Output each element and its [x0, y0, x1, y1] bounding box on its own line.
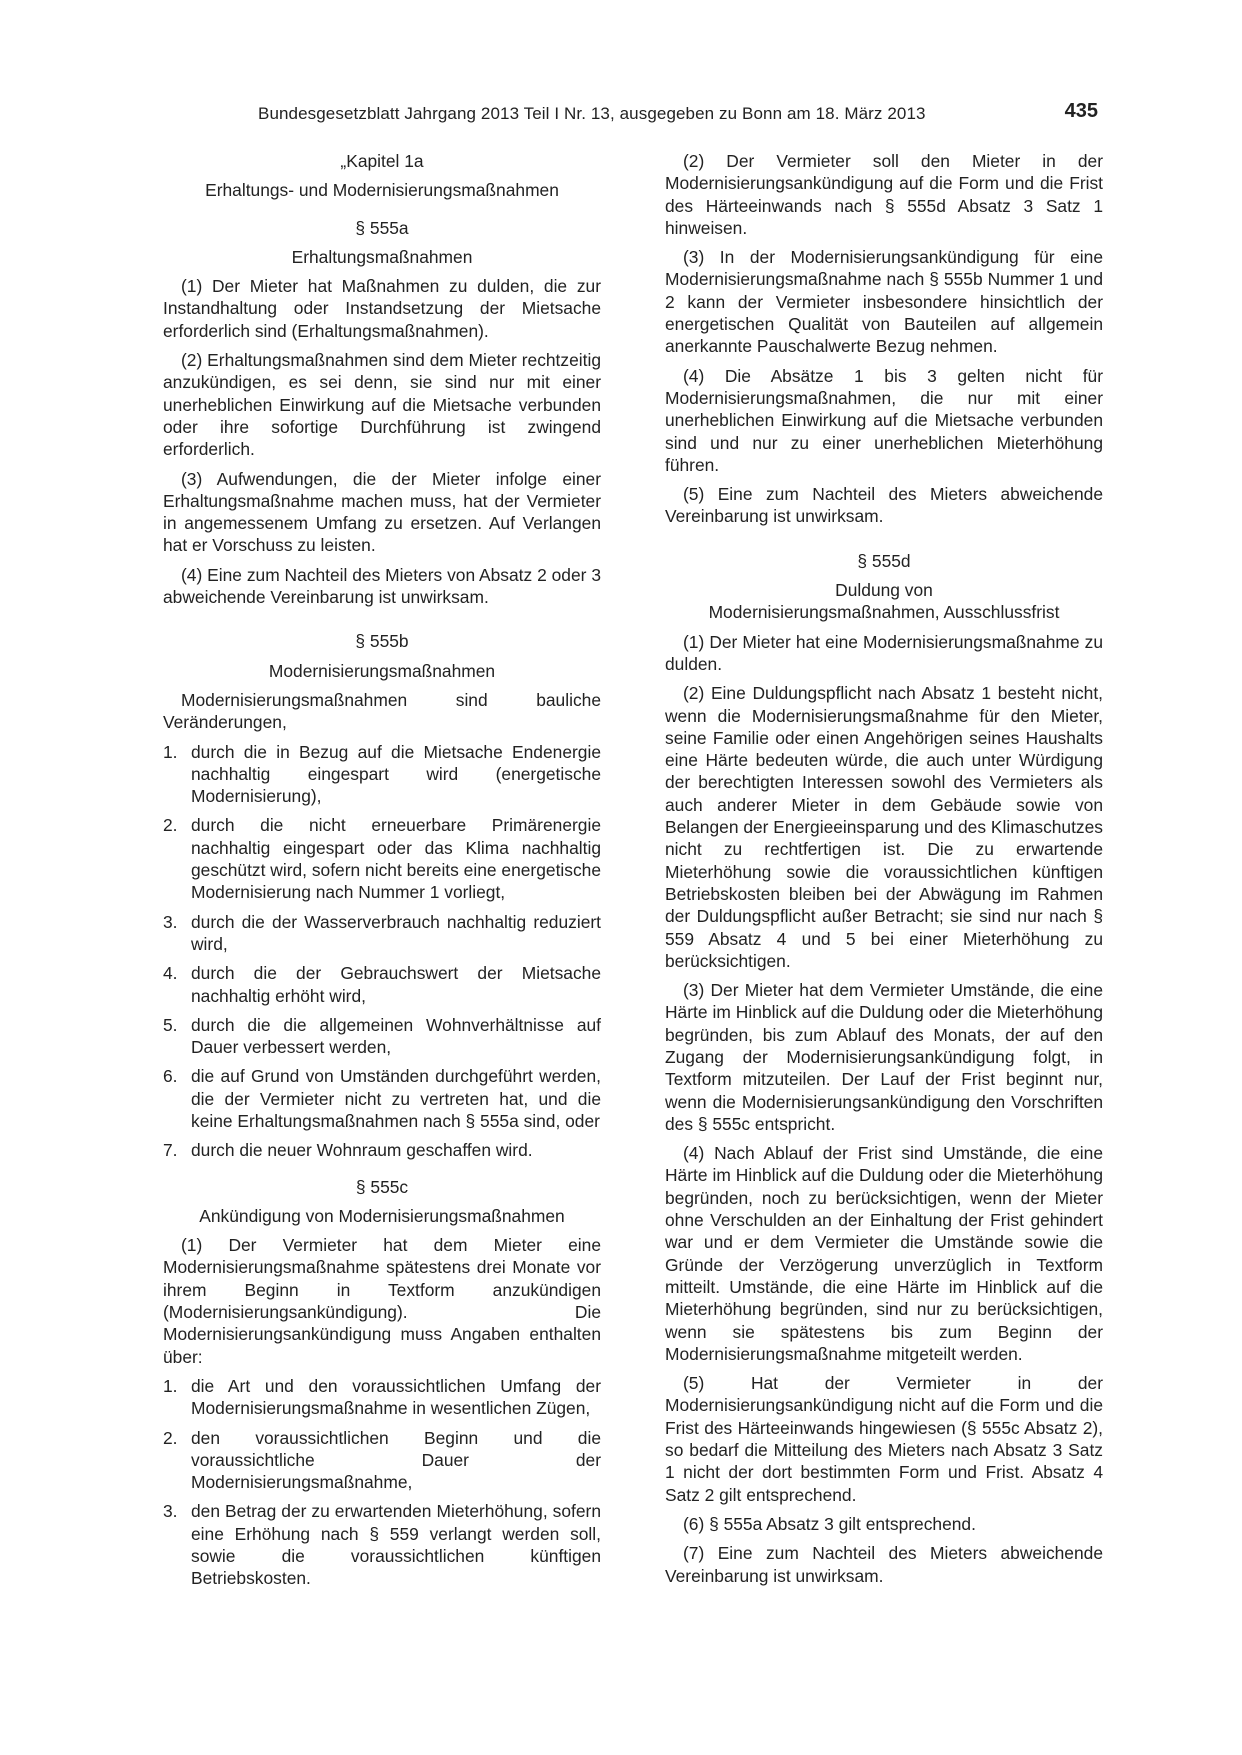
list-item	[163, 814, 601, 903]
list-item	[163, 962, 601, 1007]
list-number: 3.	[163, 911, 178, 932]
list-text: durch die die allgemeinen Wohnverhältnisse auf Dauer verbessert werden,	[191, 1014, 601, 1058]
running-title: Bundesgesetzblatt Jahrgang 2013 Teil I Nr. 13, ausgegeben zu Bonn am 18. März 2013	[258, 104, 926, 123]
list-text: den Betrag der zu erwartenden Mieterhöhung, sofern eine Erhöhung nach § 559 verlangt werden soll, sowie die voraussichtlichen künftigen Betriebskosten.	[191, 1501, 601, 1589]
paragraph: (3) Aufwendungen, die der Mieter infolge einer Erhaltungsmaßnahme machen muss, hat der Vermieter in angemessenem Umfang zu ersetzen. Auf Verlangen hat er Vorschuss zu leisten.	[163, 468, 601, 556]
page-number: 435	[1064, 100, 1098, 122]
section-555b-number: § 555b	[355, 631, 409, 652]
list-text: durch die neuer Wohnraum geschaffen wird.	[191, 1140, 533, 1161]
section-555d-title-line2: Modernisierungsmaßnahmen, Ausschlussfrist	[708, 602, 1060, 623]
paragraph: (6) § 555a Absatz 3 gilt entsprechend.	[683, 1513, 976, 1534]
list-item	[163, 1427, 601, 1494]
paragraph: (7) Eine zum Nachteil des Mieters abweichende Vereinbarung ist unwirksam.	[665, 1543, 1103, 1586]
right-column	[665, 150, 1103, 1587]
paragraph: (4) Nach Ablauf der Frist sind Umstände, die eine Härte im Hinblick auf die Duldung oder die Mieterhöhung begründen, noch zu berücksichtigen, wenn der Mieter ohne Verschulden an der Einhaltung der Frist gehindert war und er dem Vermieter die Umstände sowie die Gründe der Verzögerung unverzüglich in Textform mitteilt. Umstände, die eine Härte im Hinblick auf die Mieterhöhung begründen, sind nur zu berücksichtigen, wenn sie spätestens bis zum Beginn der Modernisierungsmaßnahme mitgeteilt werden.	[665, 1143, 1103, 1364]
section-555a-title: Erhaltungsmaßnahmen	[291, 246, 473, 267]
paragraph: (1) Der Mieter hat Maßnahmen zu dulden, die zur Instandhaltung oder Instandsetzung der Mietsache erforderlich sind (Erhaltungsmaßnahmen).	[163, 276, 601, 341]
section-555c-number: § 555c	[355, 1176, 409, 1197]
paragraph: (2) Erhaltungsmaßnahmen sind dem Mieter rechtzeitig anzukündigen, es sei denn, sie sind nur mit einer unerheblichen Einwirkung auf die Mietsache verbunden oder ihre sofortige Durchführung ist zwingend erforderlich.	[163, 350, 601, 460]
list-item	[163, 911, 601, 956]
section-555a-number: § 555a	[355, 217, 409, 238]
list-number: 1.	[163, 741, 178, 762]
list-item	[163, 1139, 601, 1161]
list-item	[163, 1014, 601, 1059]
list-number: 4.	[163, 963, 178, 984]
chapter-title: Erhaltungs- und Modernisierungsmaßnahmen	[205, 180, 559, 201]
numbered-list	[163, 1375, 601, 1590]
list-number: 2.	[163, 815, 178, 836]
list-text: die Art und den voraussichtlichen Umfang der Modernisierungsmaßnahme in wesentlichen Zügen,	[191, 1375, 601, 1419]
list-text: den voraussichtlichen Beginn und die voraussichtliche Dauer der Modernisierungsmaßnahme,	[191, 1427, 601, 1493]
section-555d-title-line1: Duldung von	[835, 580, 933, 601]
list-number: 7.	[163, 1140, 178, 1161]
list-number: 5.	[163, 1014, 178, 1035]
paragraph: (2) Eine Duldungspflicht nach Absatz 1 besteht nicht, wenn die Modernisierungsmaßnahme für den Mieter, seine Familie oder einen Angehörigen seines Haushalts eine Härte bedeuten würde, die auch unter Würdigung der berechtigten Interessen sowohl des Vermieters als auch anderer Mieter in dem Gebäude sowie von Belangen der Energieeinsparung und des Klimaschutzes nicht zu rechtfertigen ist. Die zu erwartende Mieterhöhung sowie die voraussichtlichen künftigen Betriebskosten bleiben bei der Abwägung im Rahmen der Duldungspflicht außer Betracht; sie sind nur nach § 559 Absatz 4 und 5 bei einer Mieterhöhung zu berücksichtigen.	[665, 683, 1103, 971]
chapter-heading: „Kapitel 1a	[340, 151, 424, 171]
paragraph: (1) Der Vermieter hat dem Mieter eine Modernisierungsmaßnahme spätestens drei Monate vor ihrem Beginn in Textform anzukündigen (Modernisierungsankündigung). Die Modernisierungsankündigung muss Angaben enthalten über:	[163, 1235, 601, 1367]
paragraph: (5) Hat der Vermieter in der Modernisierungsankündigung nicht auf die Form und die Frist des Härteeinwands hingewiesen (§ 555c Absatz 2), so bedarf die Mitteilung des Mieters nach Absatz 3 Satz 1 nicht der dort bestimmten Form und Frist. Absatz 4 Satz 2 gilt entsprechend.	[665, 1373, 1103, 1505]
list-text: durch die in Bezug auf die Mietsache Endenergie nachhaltig eingespart wird (energetische Modernisierung),	[191, 741, 601, 807]
list-number: 2.	[163, 1427, 178, 1448]
list-text: durch die nicht erneuerbare Primärenergie nachhaltig eingespart oder das Klima nachhaltig geschützt wird, sofern nicht bereits eine energetische Modernisierung nach Nummer 1 vorliegt,	[191, 815, 601, 903]
paragraph: (2) Der Vermieter soll den Mieter in der Modernisierungsankündigung auf die Form und die Frist des Härteeinwands nach § 555d Absatz 3 Satz 1 hinweisen.	[665, 151, 1103, 238]
list-item	[163, 741, 601, 808]
paragraph: (4) Die Absätze 1 bis 3 gelten nicht für Modernisierungsmaßnahmen, die nur mit einer unerheblichen Einwirkung auf die Mietsache verbunden sind und nur zu einer unerheblichen Mieterhöhung führen.	[665, 365, 1103, 475]
section-555d-number: § 555d	[857, 550, 911, 571]
section-555b-title: Modernisierungsmaßnahmen	[268, 660, 496, 681]
list-number: 6.	[163, 1066, 178, 1087]
list-text: die auf Grund von Umständen durchgeführt werden, die der Vermieter nicht zu vertreten hat, und die keine Erhaltungsmaßnahmen nach § 555a sind, oder	[191, 1066, 601, 1131]
list-item	[163, 1065, 601, 1132]
paragraph: (4) Eine zum Nachteil des Mieters von Absatz 2 oder 3 abweichende Vereinbarung ist unwirksam.	[163, 564, 601, 608]
paragraph: (1) Der Mieter hat eine Modernisierungsmaßnahme zu dulden.	[665, 631, 1103, 674]
list-text: durch die der Wasserverbrauch nachhaltig reduziert wird,	[191, 911, 601, 954]
list-item	[163, 1500, 601, 1589]
paragraph: (3) In der Modernisierungsankündigung für eine Modernisierungsmaßnahme nach § 555b Nummer 1 und 2 kann der Vermieter insbesondere hinsichtlich der energetischen Qualität von Bauteilen auf allgemein anerkannte Pauschalwerte Bezug nehmen.	[665, 247, 1103, 357]
list-number: 1.	[163, 1375, 178, 1396]
numbered-list	[163, 741, 601, 1162]
list-item	[163, 1375, 601, 1420]
paragraph: (5) Eine zum Nachteil des Mieters abweichende Vereinbarung ist unwirksam.	[665, 484, 1103, 527]
section-555c-title: Ankündigung von Modernisierungsmaßnahmen	[199, 1205, 565, 1226]
list-number: 3.	[163, 1501, 178, 1522]
left-column	[163, 150, 601, 1597]
paragraph: (3) Der Mieter hat dem Vermieter Umstände, die eine Härte im Hinblick auf die Duldung oder die Mieterhöhung begründen, bis zum Ablauf des Monats, der auf den Zugang der Modernisierungsankündigung folgt, in Textform mitzuteilen. Der Lauf der Frist beginnt nur, wenn die Modernisierungsankündigung den Vorschriften des § 555c entspricht.	[665, 980, 1103, 1134]
paragraph: Modernisierungsmaßnahmen sind bauliche Veränderungen,	[163, 689, 601, 733]
list-text: durch die der Gebrauchswert der Mietsache nachhaltig erhöht wird,	[191, 963, 601, 1006]
